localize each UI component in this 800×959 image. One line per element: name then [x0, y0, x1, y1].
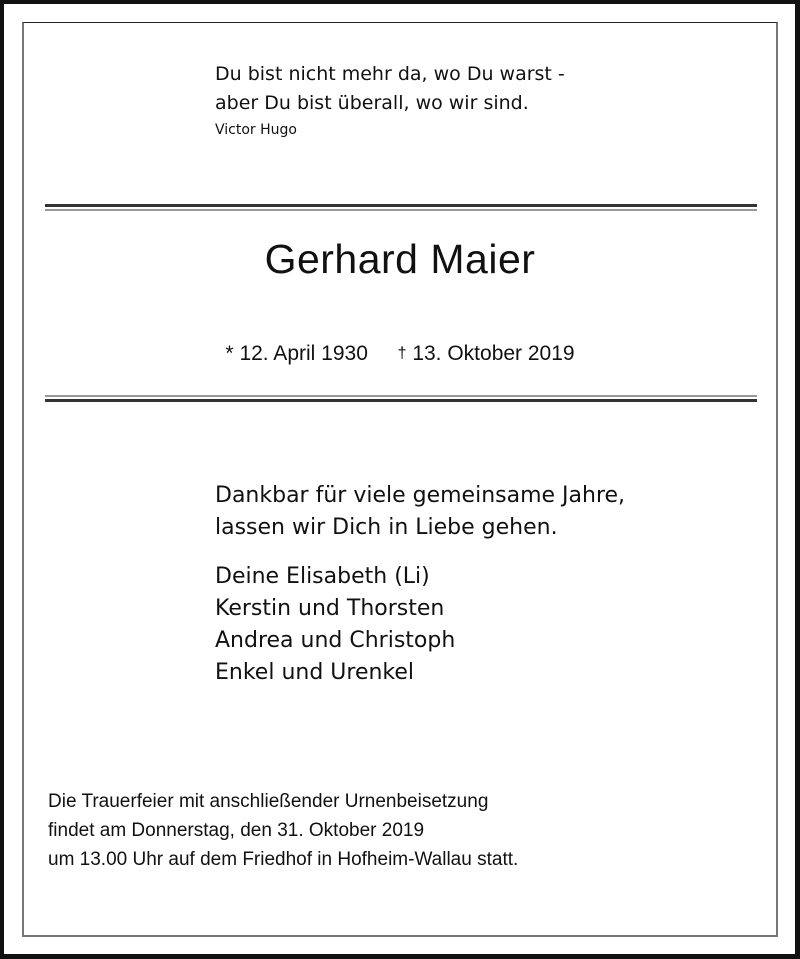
birth-date: 12. April 1930 [239, 342, 368, 365]
life-dates [0, 342, 800, 366]
farewell-message [215, 480, 625, 544]
birth-star-icon: * [225, 342, 234, 365]
funeral-line: findet am Donnerstag, den 31. Oktober 2019 [48, 820, 425, 841]
quote-block [215, 60, 565, 140]
message-line: Dankbar für viele gemeinsame Jahre, [215, 483, 626, 508]
divider-top [45, 204, 757, 211]
mourner: Enkel und Urenkel [215, 660, 415, 685]
funeral-notice [48, 787, 518, 874]
message-line: lassen wir Dich in Liebe gehen. [215, 515, 558, 540]
divider-bottom [45, 395, 757, 402]
funeral-line: um 13.00 Uhr auf dem Friedhof in Hofheim-Wallau statt. [48, 849, 519, 870]
divider-thin-line [45, 395, 757, 397]
divider-thick-line [45, 204, 757, 207]
divider-thick-line [45, 399, 757, 402]
quote-line: Du bist nicht mehr da, wo Du warst - [215, 63, 565, 85]
mourners-list [215, 561, 455, 689]
mourner: Andrea und Christoph [215, 628, 456, 653]
death-cross-icon: † [397, 345, 407, 362]
mourner: Kerstin und Thorsten [215, 596, 445, 621]
divider-thin-line [45, 209, 757, 211]
death-date: 13. Oktober 2019 [412, 342, 575, 365]
quote-line: aber Du bist überall, wo wir sind. [215, 92, 529, 114]
mourner: Deine Elisabeth (Li) [215, 564, 430, 589]
quote-author: Victor Hugo [215, 122, 297, 138]
funeral-line: Die Trauerfeier mit anschließender Urnenbeisetzung [48, 791, 489, 812]
deceased-name: Gerhard Maier [264, 236, 536, 282]
